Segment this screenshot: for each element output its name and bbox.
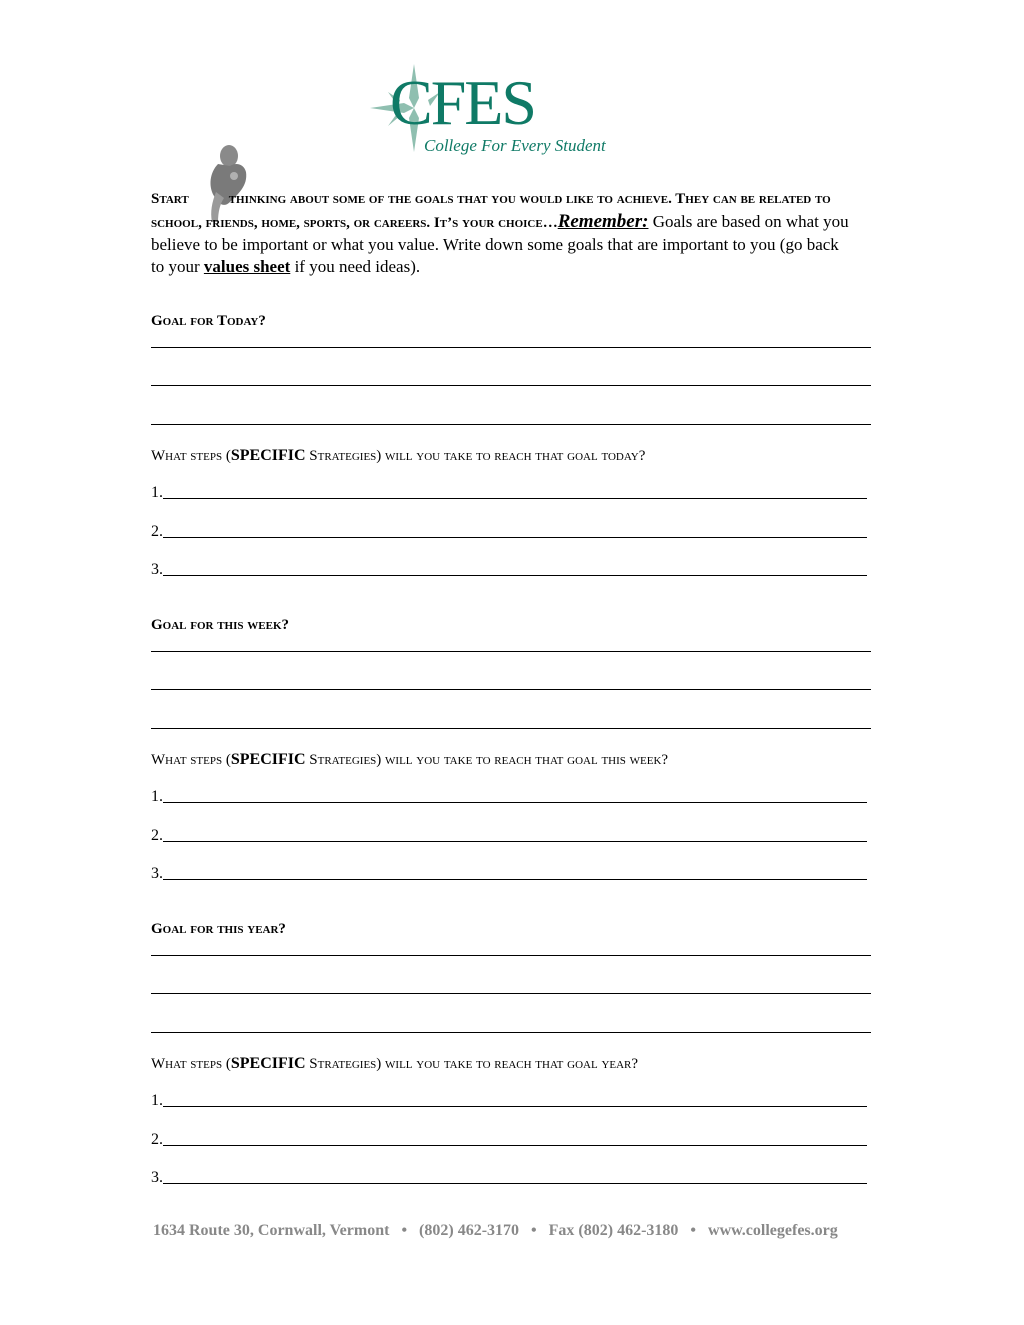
footer-separator: • bbox=[690, 1222, 697, 1239]
goal-year-line-3[interactable] bbox=[151, 1032, 871, 1033]
step-number: 2. bbox=[151, 1131, 163, 1148]
step-today-1[interactable] bbox=[151, 484, 867, 502]
logo-tagline: College For Every Student bbox=[424, 136, 606, 155]
goal-week-line-3[interactable] bbox=[151, 728, 871, 729]
step-year-3[interactable] bbox=[151, 1169, 867, 1187]
steps-year-pre: What steps ( bbox=[151, 1056, 231, 1072]
step-number: 1. bbox=[151, 788, 163, 805]
steps-today-pre: What steps ( bbox=[151, 448, 231, 464]
steps-week-post: Strategies) will you take to reach that goal this week? bbox=[305, 752, 669, 768]
goal-year-line-2[interactable] bbox=[151, 993, 871, 994]
step-number: 2. bbox=[151, 523, 163, 540]
footer-phone: (802) 462-3170 bbox=[419, 1222, 520, 1239]
goal-week-line-2[interactable] bbox=[151, 689, 871, 690]
footer-address: 1634 Route 30, Cornwall, Vermont bbox=[153, 1222, 390, 1239]
footer-contact bbox=[153, 1222, 873, 1240]
step-week-1[interactable] bbox=[151, 788, 867, 806]
steps-today-heading bbox=[151, 447, 645, 465]
step-week-3[interactable] bbox=[151, 865, 867, 883]
step-number: 2. bbox=[151, 827, 163, 844]
step-year-1[interactable] bbox=[151, 1092, 867, 1110]
intro-lead-start: Start bbox=[151, 191, 189, 207]
remember-label: Remember: bbox=[557, 210, 649, 232]
step-today-2[interactable] bbox=[151, 523, 867, 541]
goal-year-heading: Goal for this year? bbox=[151, 921, 286, 937]
intro-body-2: if you need ideas). bbox=[290, 256, 421, 276]
step-week-2[interactable] bbox=[151, 827, 867, 845]
cfes-logo bbox=[368, 62, 630, 162]
logo-wordmark: CFES bbox=[390, 67, 535, 138]
goal-week-line-1[interactable] bbox=[151, 651, 871, 652]
step-number: 1. bbox=[151, 1092, 163, 1109]
footer-separator: • bbox=[401, 1222, 408, 1239]
steps-today-post: Strategies) will you take to reach that goal today? bbox=[305, 448, 646, 464]
values-sheet-link[interactable]: values sheet bbox=[203, 256, 291, 276]
intro-paragraph bbox=[151, 187, 851, 277]
steps-week-bold: SPECIFIC bbox=[230, 751, 306, 768]
steps-week-heading bbox=[151, 751, 668, 769]
footer-separator: • bbox=[531, 1222, 537, 1239]
steps-today-bold: SPECIFIC bbox=[230, 447, 306, 464]
footer-fax: Fax (802) 462-3180 bbox=[548, 1222, 679, 1239]
footer-website[interactable]: www.collegefes.org bbox=[708, 1222, 838, 1239]
goal-today-line-3[interactable] bbox=[151, 424, 871, 425]
step-today-3[interactable] bbox=[151, 561, 867, 579]
goal-year-line-1[interactable] bbox=[151, 955, 871, 956]
step-number: 3. bbox=[151, 865, 163, 882]
step-number: 1. bbox=[151, 484, 163, 501]
intro-lead-text: thinking about some of the goals that you would like to achieve. They can be related to school, friends, home, sports, or careers. It’s your choice… bbox=[151, 191, 831, 231]
goal-today-line-1[interactable] bbox=[151, 347, 871, 348]
goal-today-heading: Goal for Today? bbox=[151, 313, 266, 329]
step-year-2[interactable] bbox=[151, 1131, 867, 1149]
step-number: 3. bbox=[151, 1169, 163, 1186]
steps-year-bold: SPECIFIC bbox=[230, 1055, 306, 1072]
goal-week-heading: Goal for this week? bbox=[151, 617, 289, 633]
steps-year-heading bbox=[151, 1055, 638, 1073]
goal-today-line-2[interactable] bbox=[151, 385, 871, 386]
intro-body-1: Goals are based on what you believe to be important or what you value. Write down some goals that are important to you (go back to your bbox=[151, 211, 849, 276]
steps-year-post: Strategies) will you take to reach that goal year? bbox=[305, 1056, 639, 1072]
step-number: 3. bbox=[151, 561, 163, 578]
steps-week-pre: What steps ( bbox=[151, 752, 231, 768]
